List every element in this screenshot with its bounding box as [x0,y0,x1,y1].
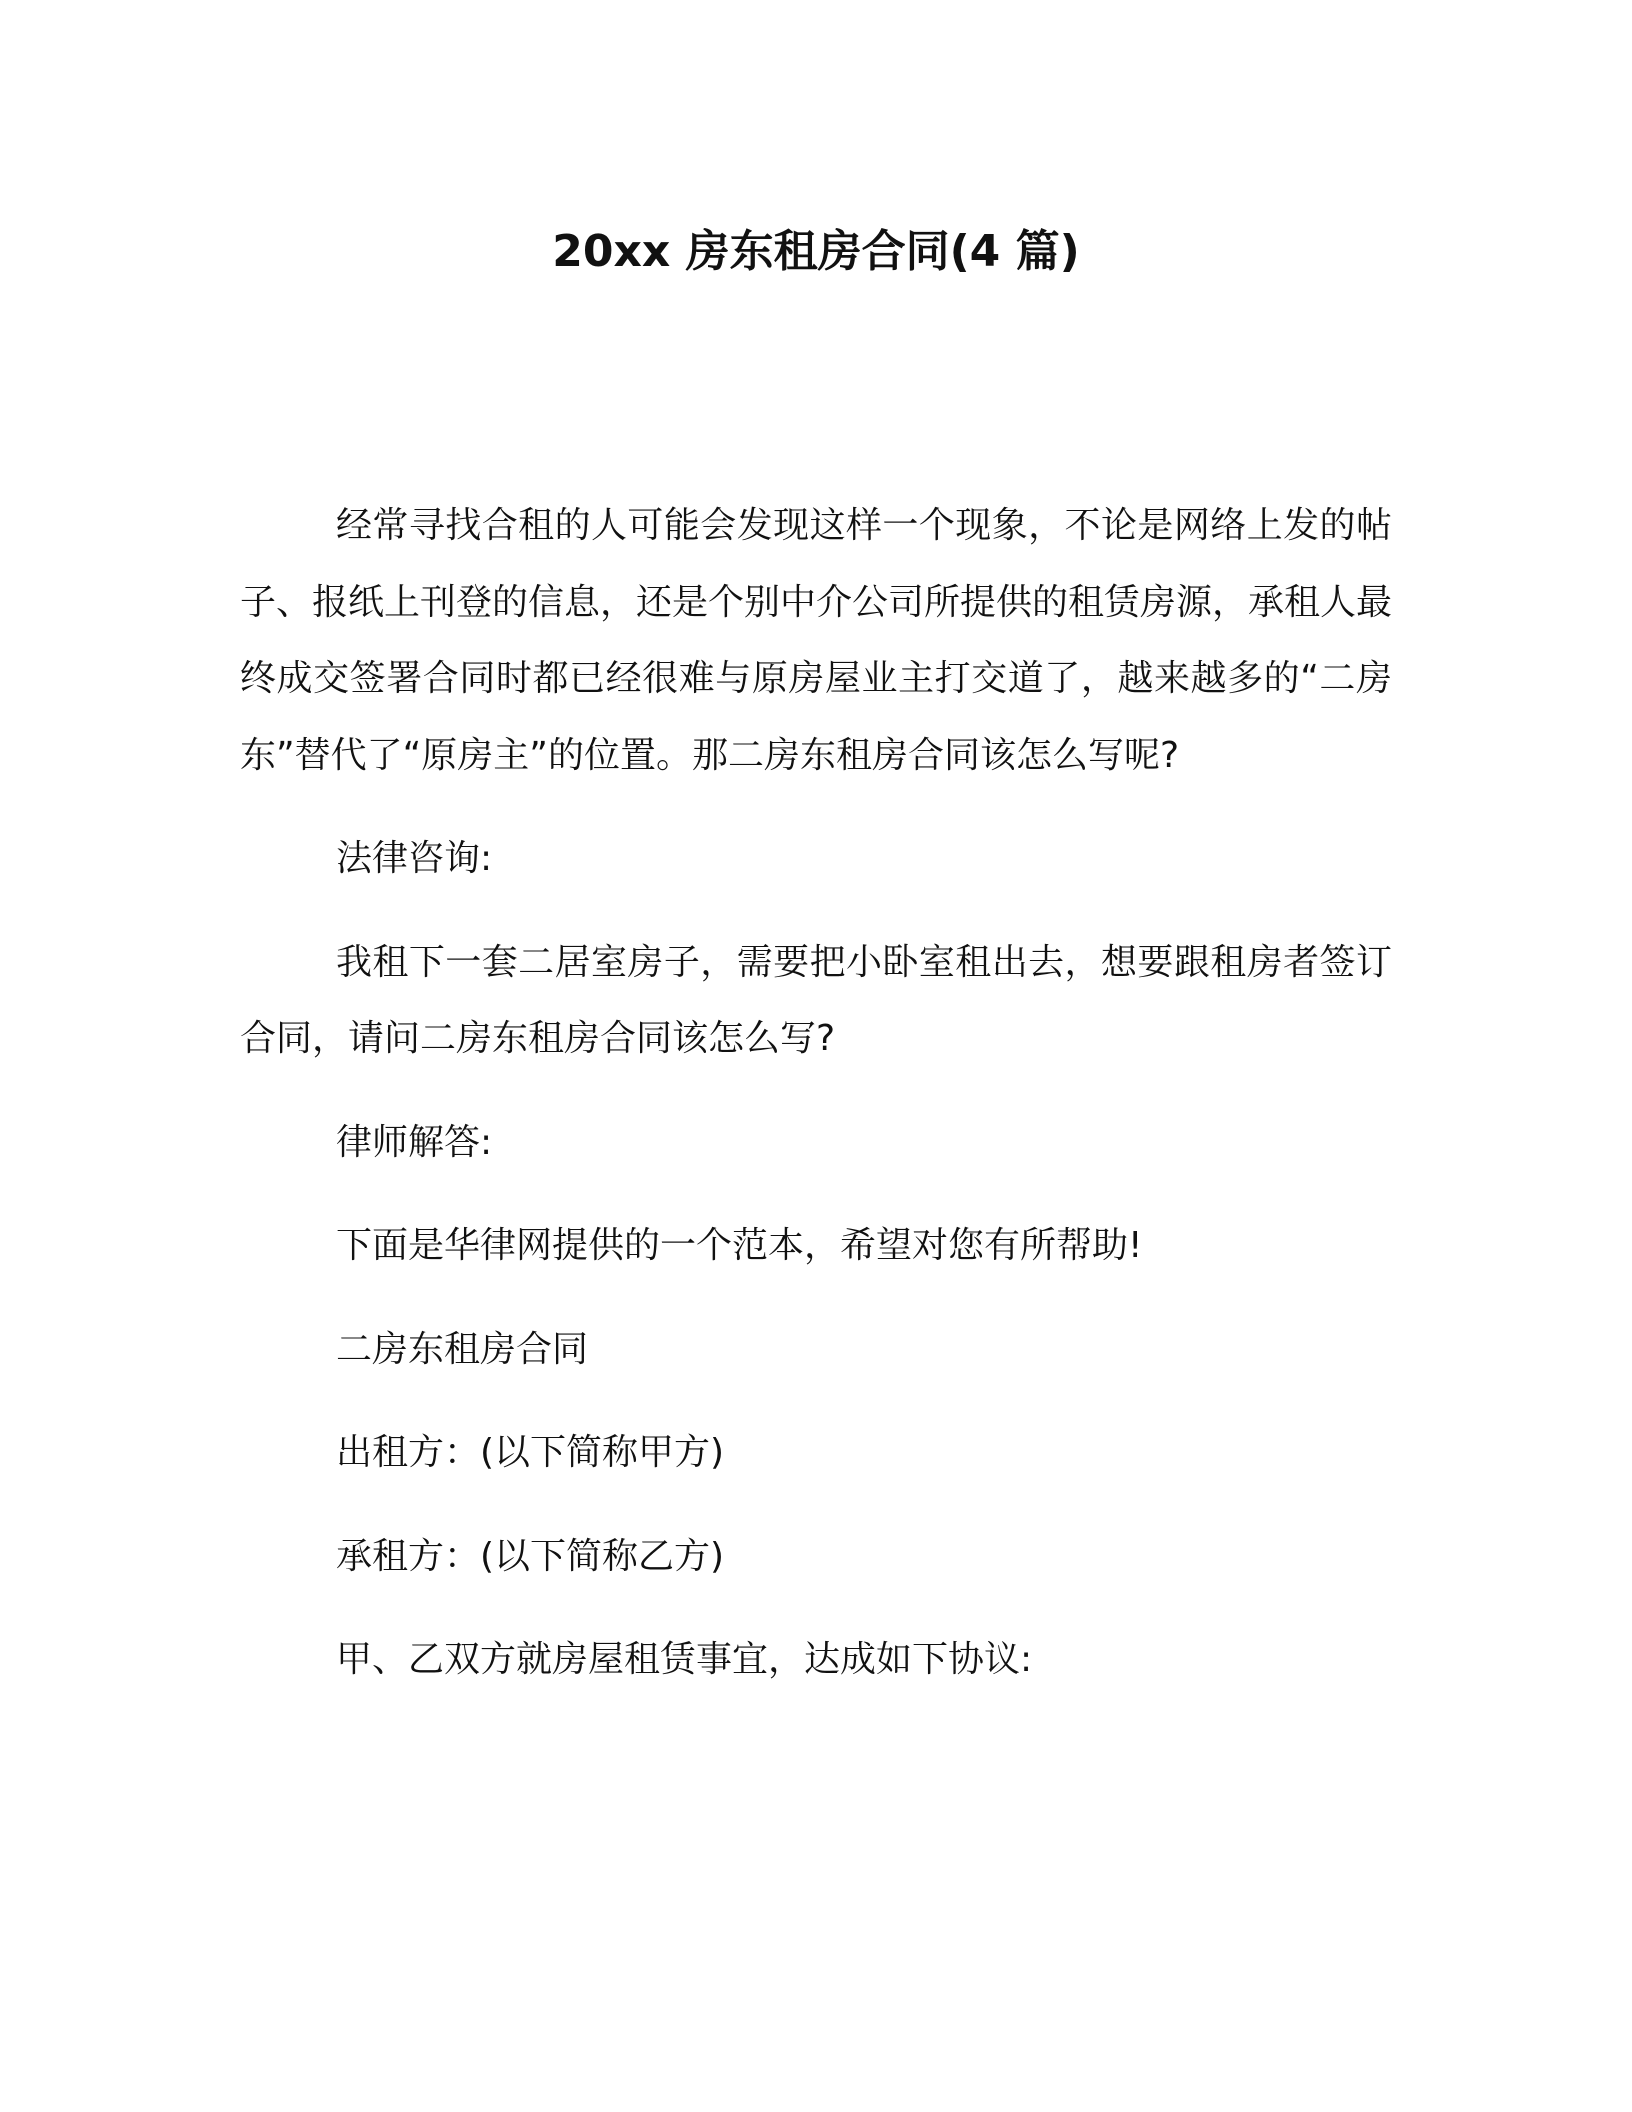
document-body [240,488,1392,1726]
paragraph-agreement: 甲、乙双方就房屋租赁事宜，达成如下协议: [336,1639,1033,1680]
paragraph-question: 我租下一套二居室房子，需要把小卧室租出去，想要跟租房者签订合同，请问二房东租房合同该怎么写? [240,941,1392,1059]
paragraph-lessee: 承租方：(以下简称乙方) [336,1535,725,1577]
paragraph-lessor: 出租方：(以下简称甲方) [336,1432,725,1473]
paragraph-intro: 经常寻找合租的人可能会发现这样一个现象，不论是网络上发的帖子、报纸上刊登的信息，还是个别中介公司所提供的租赁房源，承租人最终成交签署合同时都已经很难与原房屋业主打交道了，越来越多的“二房东”替代了“原房主”的位置。那二房东租房合同该怎么写呢? [240,505,1393,776]
paragraph-answer: 下面是华律网提供的一个范本，希望对您有所帮助! [336,1225,1143,1266]
document-title: 20xx 房东租房合同(4 篇) [552,226,1080,277]
paragraph-legal-consult-label: 法律咨询: [336,838,493,879]
paragraph-contract-heading: 二房东租房合同 [336,1328,589,1370]
paragraph-lawyer-answer-label: 律师解答: [336,1121,493,1163]
